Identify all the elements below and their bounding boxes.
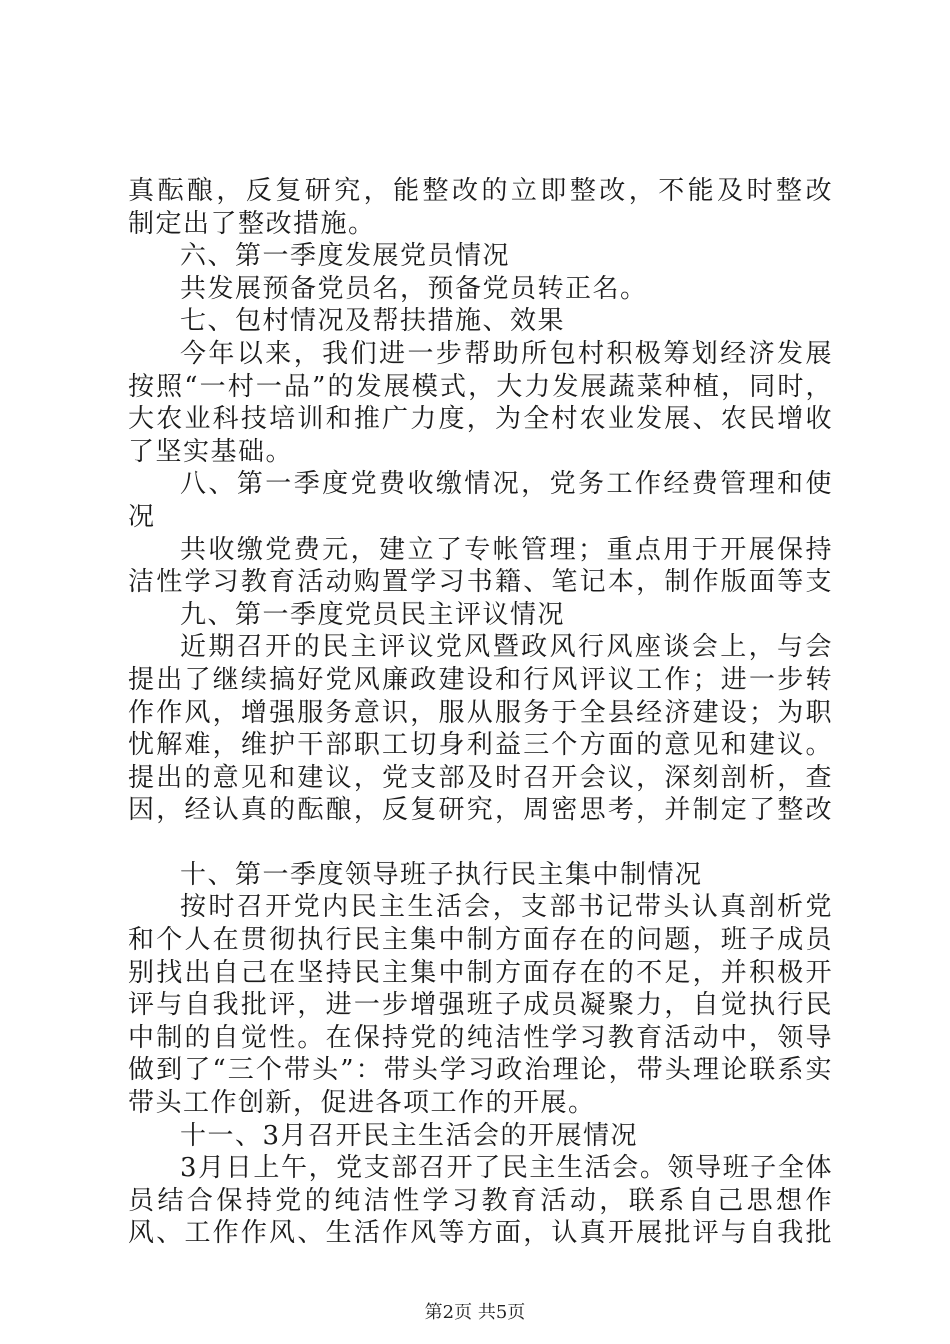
- text-line: 风、工作作风、生活作风等方面，认真开展批评与自我批: [128, 1218, 833, 1249]
- text-line: 共发展预备党员名，预备党员转正名。: [180, 273, 648, 304]
- text-line: 七、包村情况及帮扶措施、效果: [180, 306, 566, 337]
- text-line: 洁性学习教育活动购置学习书籍、笔记本，制作版面等支: [128, 567, 833, 598]
- text-line: 3月日上午，党支部召开了民主生活会。领导班子全体: [180, 1153, 833, 1184]
- text-line: 大农业科技培训和推广力度，为全村农业发展、农民增收: [128, 404, 833, 435]
- text-line: 忧解难，维护干部职工切身利益三个方面的意见和建议。: [128, 730, 833, 761]
- text-line: 况: [128, 501, 156, 532]
- text-line: 十、第一季度领导班子执行民主集中制情况: [180, 859, 703, 890]
- text-line: 真酝酿，反复研究，能整改的立即整改，不能及时整改: [128, 176, 833, 206]
- page-footer: 第2页 共5页: [424, 1302, 526, 1323]
- text-line: 八、第一季度党费收缴情况，党务工作经费管理和使: [180, 469, 833, 500]
- text-line: 作作风，增强服务意识，服从服务于全县经济建设；为职: [128, 697, 833, 728]
- text-line: 别找出自己在坚持民主集中制方面存在的不足，并积极开: [128, 957, 833, 988]
- text-line: 制定出了整改措施。: [128, 208, 376, 239]
- paragraph-gap: [128, 827, 833, 859]
- text-line: 六、第一季度发展党员情况: [180, 241, 511, 272]
- text-line: 带头工作创新，促进各项工作的开展。: [128, 1088, 596, 1119]
- text-line: 评与自我批评，进一步增强班子成员凝聚力，自觉执行民: [128, 990, 833, 1021]
- text-line: 了坚实基础。: [128, 436, 294, 467]
- text-line: 十一、3月召开民主生活会的开展情况: [180, 1120, 639, 1151]
- text-line: 今年以来，我们进一步帮助所包村积极筹划经济发展: [180, 338, 833, 369]
- text-line: 按时召开党内民主生活会，支部书记带头认真剖析党: [180, 892, 833, 923]
- text-line: 九、第一季度党员民主评议情况: [180, 599, 566, 630]
- text-line: 因，经认真的酝酿，反复研究，周密思考，并制定了整改: [128, 795, 833, 826]
- text-line: 按照“一村一品”的发展模式，大力发展蔬菜种植，同时，: [128, 371, 833, 402]
- text-line: 中制的自觉性。在保持党的纯洁性学习教育活动中，领导: [128, 1022, 833, 1053]
- text-line: 近期召开的民主评议党风暨政风行风座谈会上，与会: [180, 632, 833, 663]
- text-line: 员结合保持党的纯洁性学习教育活动，联系自己思想作: [128, 1185, 833, 1216]
- document-body: [128, 175, 833, 1250]
- text-line: 做到了“三个带头”：带头学习政治理论，带头理论联系实: [128, 1055, 833, 1086]
- text-line: 共收缴党费元，建立了专帐管理；重点用于开展保持: [180, 534, 833, 565]
- text-line: 提出了继续搞好党风廉政建设和行风评议工作；进一步转: [128, 664, 833, 695]
- text-line: 和个人在贯彻执行民主集中制方面存在的问题，班子成员: [128, 925, 833, 956]
- text-line: 提出的意见和建议，党支部及时召开会议，深刻剖析，查: [128, 762, 833, 793]
